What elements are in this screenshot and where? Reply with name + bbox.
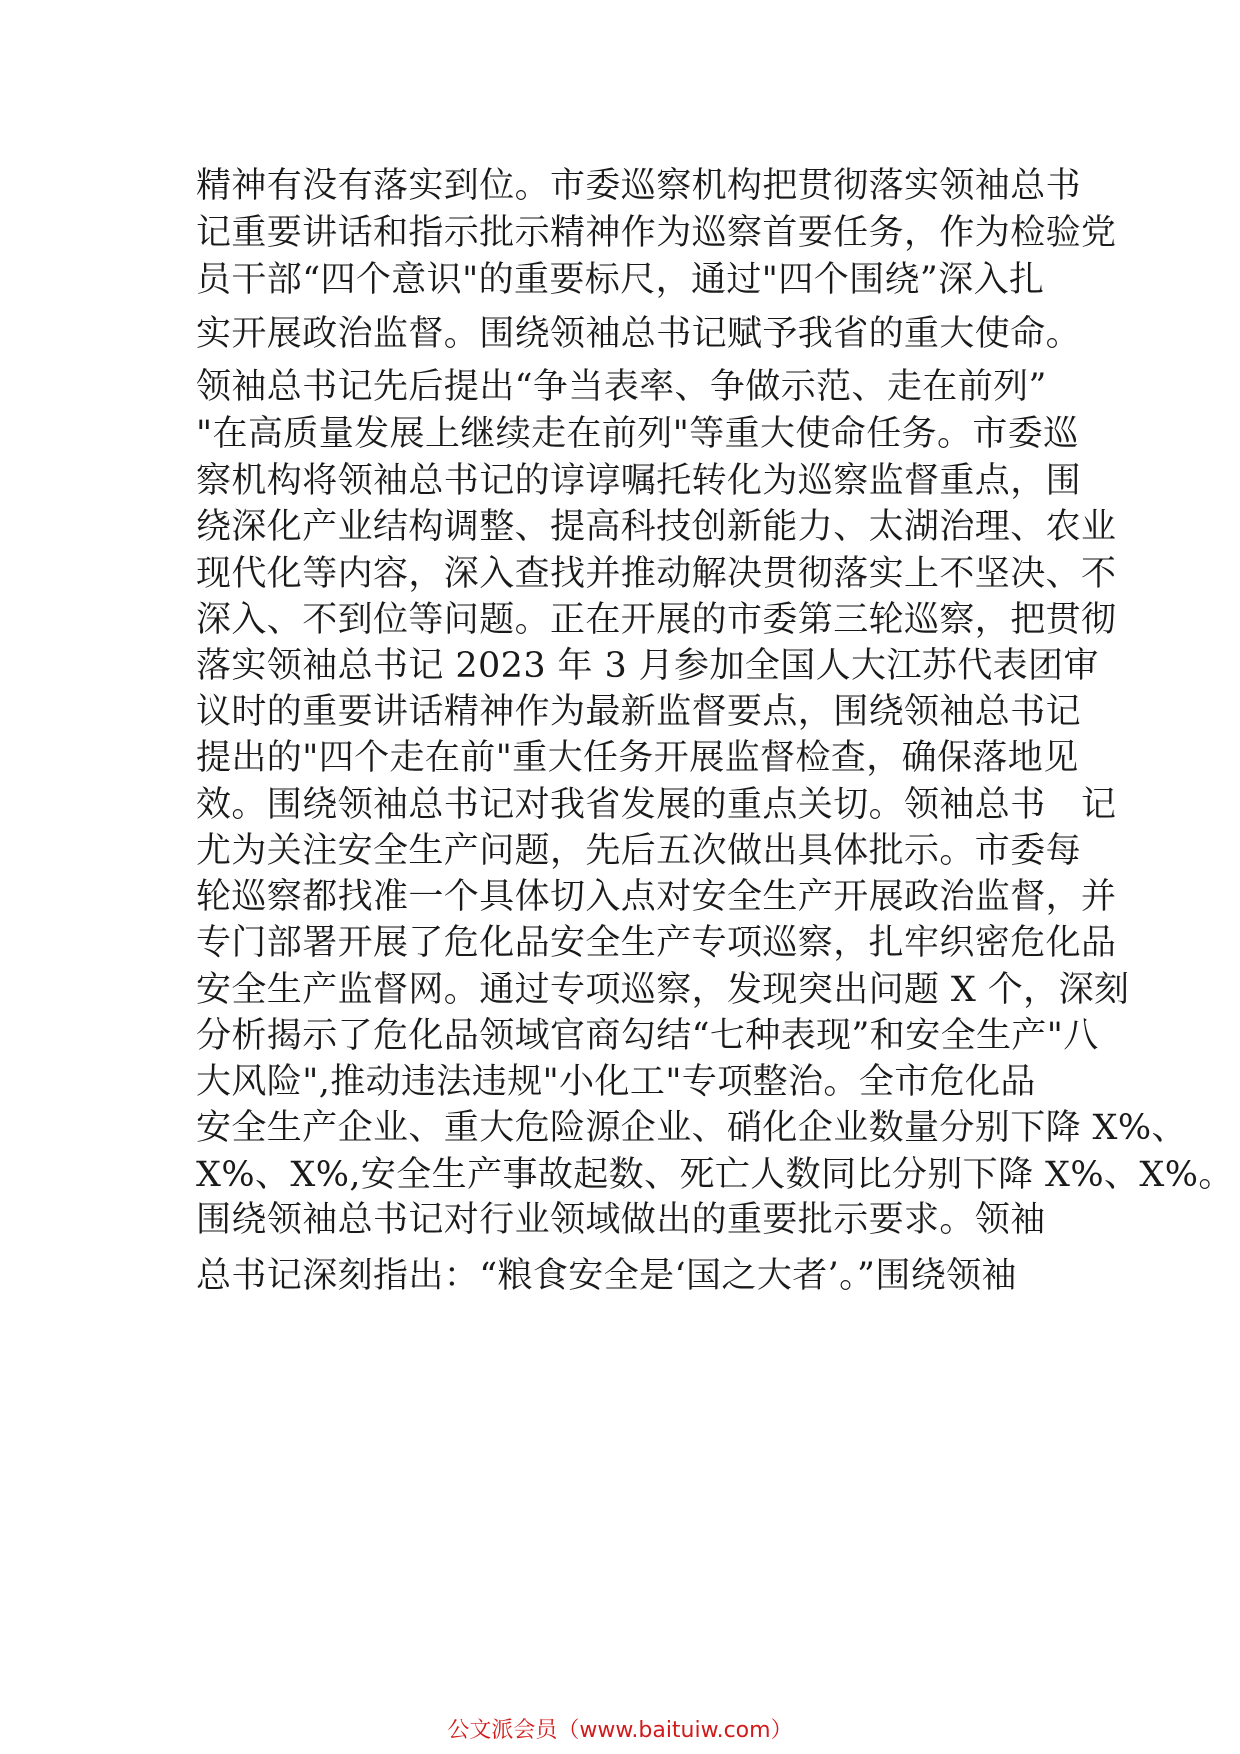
footer-watermark: 公文派会员（www.baituiw.com） <box>447 1718 793 1743</box>
text-line: 提出的"四个走在前"重大任务开展监督检查，确保落地见 <box>196 738 1079 778</box>
text-line: 精神有没有落实到位。市委巡察机构把贯彻落实领袖总书 <box>196 166 1082 206</box>
text-line: 大风险",推动违法违规"小化工"专项整治。全市危化品 <box>196 1062 1036 1102</box>
text-line: "在高质量发展上继续走在前列"等重大使命任务。市委巡 <box>196 414 1079 454</box>
text-line: 深入、不到位等问题。正在开展的市委第三轮巡察，把贯彻 <box>196 600 1117 640</box>
text-line: X%、X%,安全生产事故起数、死亡人数同比分别下降 X%、X%。 <box>196 1155 1234 1195</box>
text-line: 议时的重要讲话精神作为最新监督要点，围绕领袖总书记 <box>196 692 1082 732</box>
text-line: 围绕领袖总书记对行业领域做出的重要批示要求。领袖 <box>196 1200 1046 1240</box>
text-line: 尤为关注安全生产问题，先后五次做出具体批示。市委每 <box>196 831 1082 871</box>
text-line: 实开展政治监督。围绕领袖总书记赋予我省的重大使命。 <box>196 314 1082 354</box>
text-line: 分析揭示了危化品领域官商勾结“七种表现”和安全生产"八 <box>196 1016 1099 1056</box>
text-line: 总书记深刻指出：“粮食安全是‘国之大者’。”围绕领袖 <box>196 1256 1017 1296</box>
text-line: 安全生产监督网。通过专项巡察，发现突出问题 X 个，深刻 <box>196 970 1130 1010</box>
text-line: 安全生产企业、重大危险源企业、硝化企业数量分别下降 X%、 <box>196 1108 1187 1148</box>
text-line: 专门部署开展了危化品安全生产专项巡察，扎牢织密危化品 <box>196 923 1117 963</box>
text-line: 效。围绕领袖总书记对我省发展的重点关切。领袖总书 记 <box>196 785 1117 825</box>
text-line: 察机构将领袖总书记的谆谆嘱托转化为巡察监督重点，围 <box>196 461 1082 501</box>
text-line: 员干部“四个意识"的重要标尺，通过"四个围绕”深入扎 <box>196 260 1045 300</box>
text-line: 记重要讲话和指示批示精神作为巡察首要任务，作为检验党 <box>196 213 1117 253</box>
text-line: 现代化等内容，深入查找并推动解决贯彻落实上不坚决、不 <box>196 554 1117 594</box>
text-line: 绕深化产业结构调整、提高科技创新能力、太湖治理、农业 <box>196 507 1117 547</box>
text-line: 落实领袖总书记 2023 年 3 月参加全国人大江苏代表团审 <box>196 646 1099 686</box>
text-line: 轮巡察都找准一个具体切入点对安全生产开展政治监督，并 <box>196 877 1117 917</box>
text-line: 领袖总书记先后提出“争当表率、争做示范、走在前列” <box>196 367 1047 407</box>
